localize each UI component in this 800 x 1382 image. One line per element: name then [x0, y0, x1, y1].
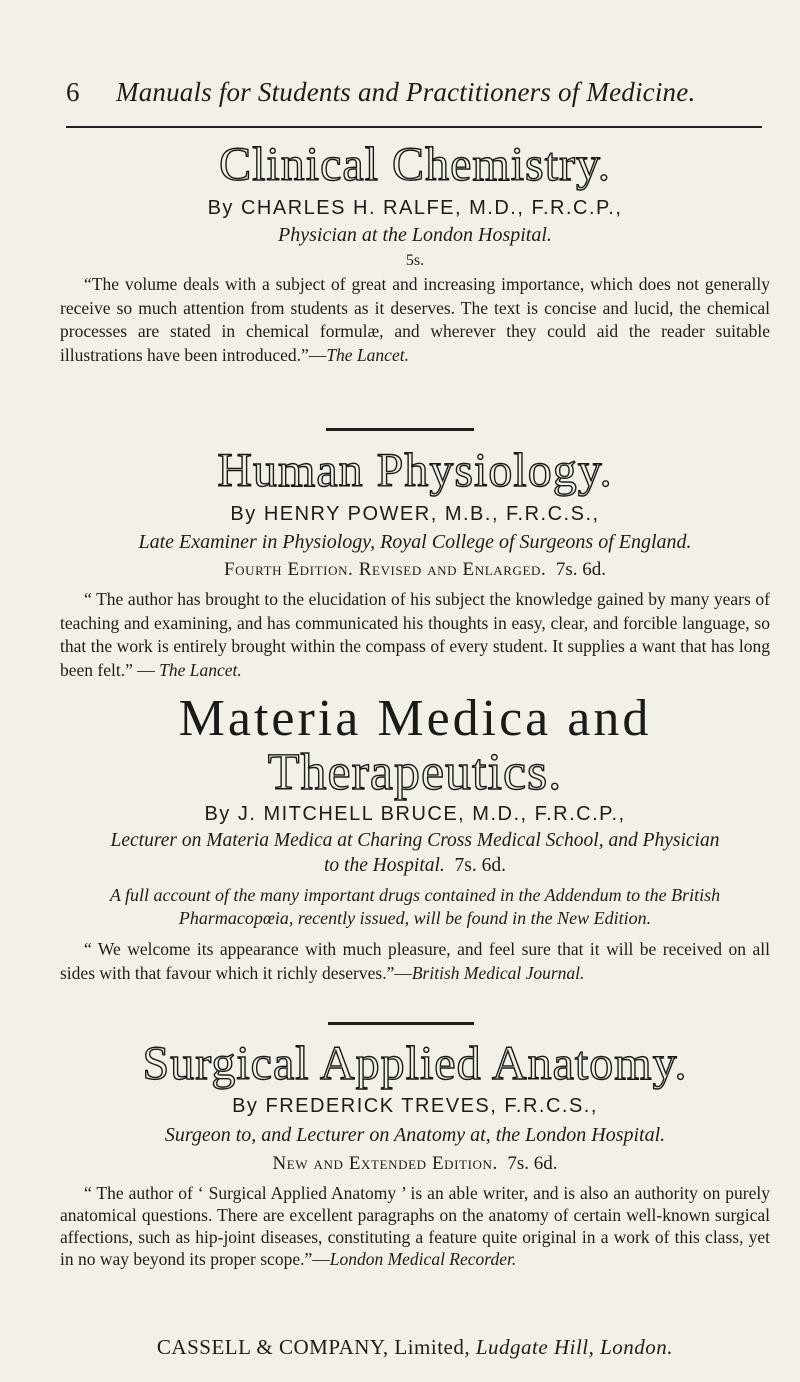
review-source: The Lancet. — [159, 659, 242, 680]
review-source: London Medical Recorder. — [329, 1249, 517, 1269]
book-title-line2: Therapeutics. — [267, 744, 563, 801]
book-review — [60, 1182, 770, 1270]
book-title: Surgical Applied Anatomy. — [142, 1037, 688, 1090]
book-price: 7s. 6d. — [555, 559, 607, 580]
book-author: By CHARLES H. RALFE, M.D., F.R.C.P., — [207, 197, 623, 219]
review-text: “The volume deals with a subject of great and increasing importance, which does not generally receive so much attention from students as it deserves. The text is concise and lucid, the chemical processes are stated in chemical formulæ, and wherever they could aid the reader suitable illustrations have been introduced.”— — [60, 274, 770, 365]
book-author: By J. MITCHELL BRUCE, M.D., F.R.C.P., — [204, 803, 626, 825]
book-entry-surgical-applied-anatomy — [60, 1036, 770, 1270]
running-header — [66, 72, 766, 112]
book-entry-human-physiology — [60, 442, 770, 682]
publisher-name: CASSELL & COMPANY, Limited, — [156, 1335, 471, 1359]
book-affiliation: Late Examiner in Physiology, Royal College of Surgeons of England. — [138, 531, 692, 553]
running-title: Manuals for Students and Practitioners of Medicine. — [116, 77, 696, 107]
book-review — [60, 588, 770, 682]
publisher-location: Ludgate Hill, London. — [475, 1335, 674, 1359]
book-affiliation-line1: Lecturer on Materia Medica at Charing Cross Medical School, and Physician — [110, 830, 720, 851]
book-price: 5s. — [405, 252, 425, 269]
section-divider — [326, 428, 474, 431]
book-entry-materia-medica — [60, 692, 770, 985]
book-affiliation: Surgeon to, and Lecturer on Anatomy at, the London Hospital. — [164, 1124, 666, 1146]
section-divider — [328, 1022, 474, 1025]
book-entry-clinical-chemistry — [60, 136, 770, 367]
book-note-line2: Pharmacopœia, recently issued, will be found in the New Edition. — [178, 908, 652, 928]
header-rule — [66, 126, 762, 128]
book-title: Human Physiology. — [217, 444, 613, 497]
review-text: “ We welcome its appearance with much pleasure, and feel sure that it will be received on all sides with that favour which it richly deserves.”— — [60, 939, 770, 983]
page-number: 6 — [66, 77, 80, 107]
book-edition-line — [60, 1150, 770, 1178]
book-title-line1: Materia Medica and — [178, 690, 652, 747]
book-edition-line — [60, 556, 770, 584]
book-edition: New and Extended Edition. — [272, 1153, 498, 1174]
book-note-line1: A full account of the many important drugs contained in the Addendum to the British — [109, 885, 721, 905]
book-author: By HENRY POWER, M.B., F.R.C.S., — [230, 503, 600, 525]
book-edition: Fourth Edition. Revised and Enlarged. — [223, 559, 547, 580]
book-price: 7s. 6d. — [507, 1153, 558, 1174]
publisher-imprint — [60, 1335, 770, 1360]
book-affiliation-line2 — [60, 853, 770, 878]
review-text: “ The author of ‘ Surgical Applied Anatomy ’ is an able writer, and is also an authority on purely anatomical questions. There are excellent paragraphs on the anatomy of certain well-known surgical affections, such as hip-joint diseases, constituting a feature quite original in a work of this class, yet in no way beyond its proper scope.”— — [60, 1183, 770, 1269]
book-affiliation: Physician at the London Hospital. — [278, 224, 552, 246]
review-source: The Lancet. — [326, 344, 409, 365]
book-title: Clinical Chemistry. — [219, 138, 611, 191]
review-text: “ The author has brought to the elucidation of his subject the knowledge gained by many years of teaching and examining, and has communicated his thoughts in easy, clear, and forcible language, so that the work is entirely brought within the compass of every student. It supplies a want that has long been felt.” — — [60, 589, 770, 680]
book-review — [60, 938, 770, 985]
review-source: British Medical Journal. — [411, 962, 585, 983]
book-price: 7s. 6d. — [454, 855, 506, 876]
book-review — [60, 273, 770, 367]
affiliation-text: to the Hospital. — [323, 855, 445, 876]
book-author: By FREDERICK TREVES, F.R.C.S., — [232, 1095, 598, 1117]
